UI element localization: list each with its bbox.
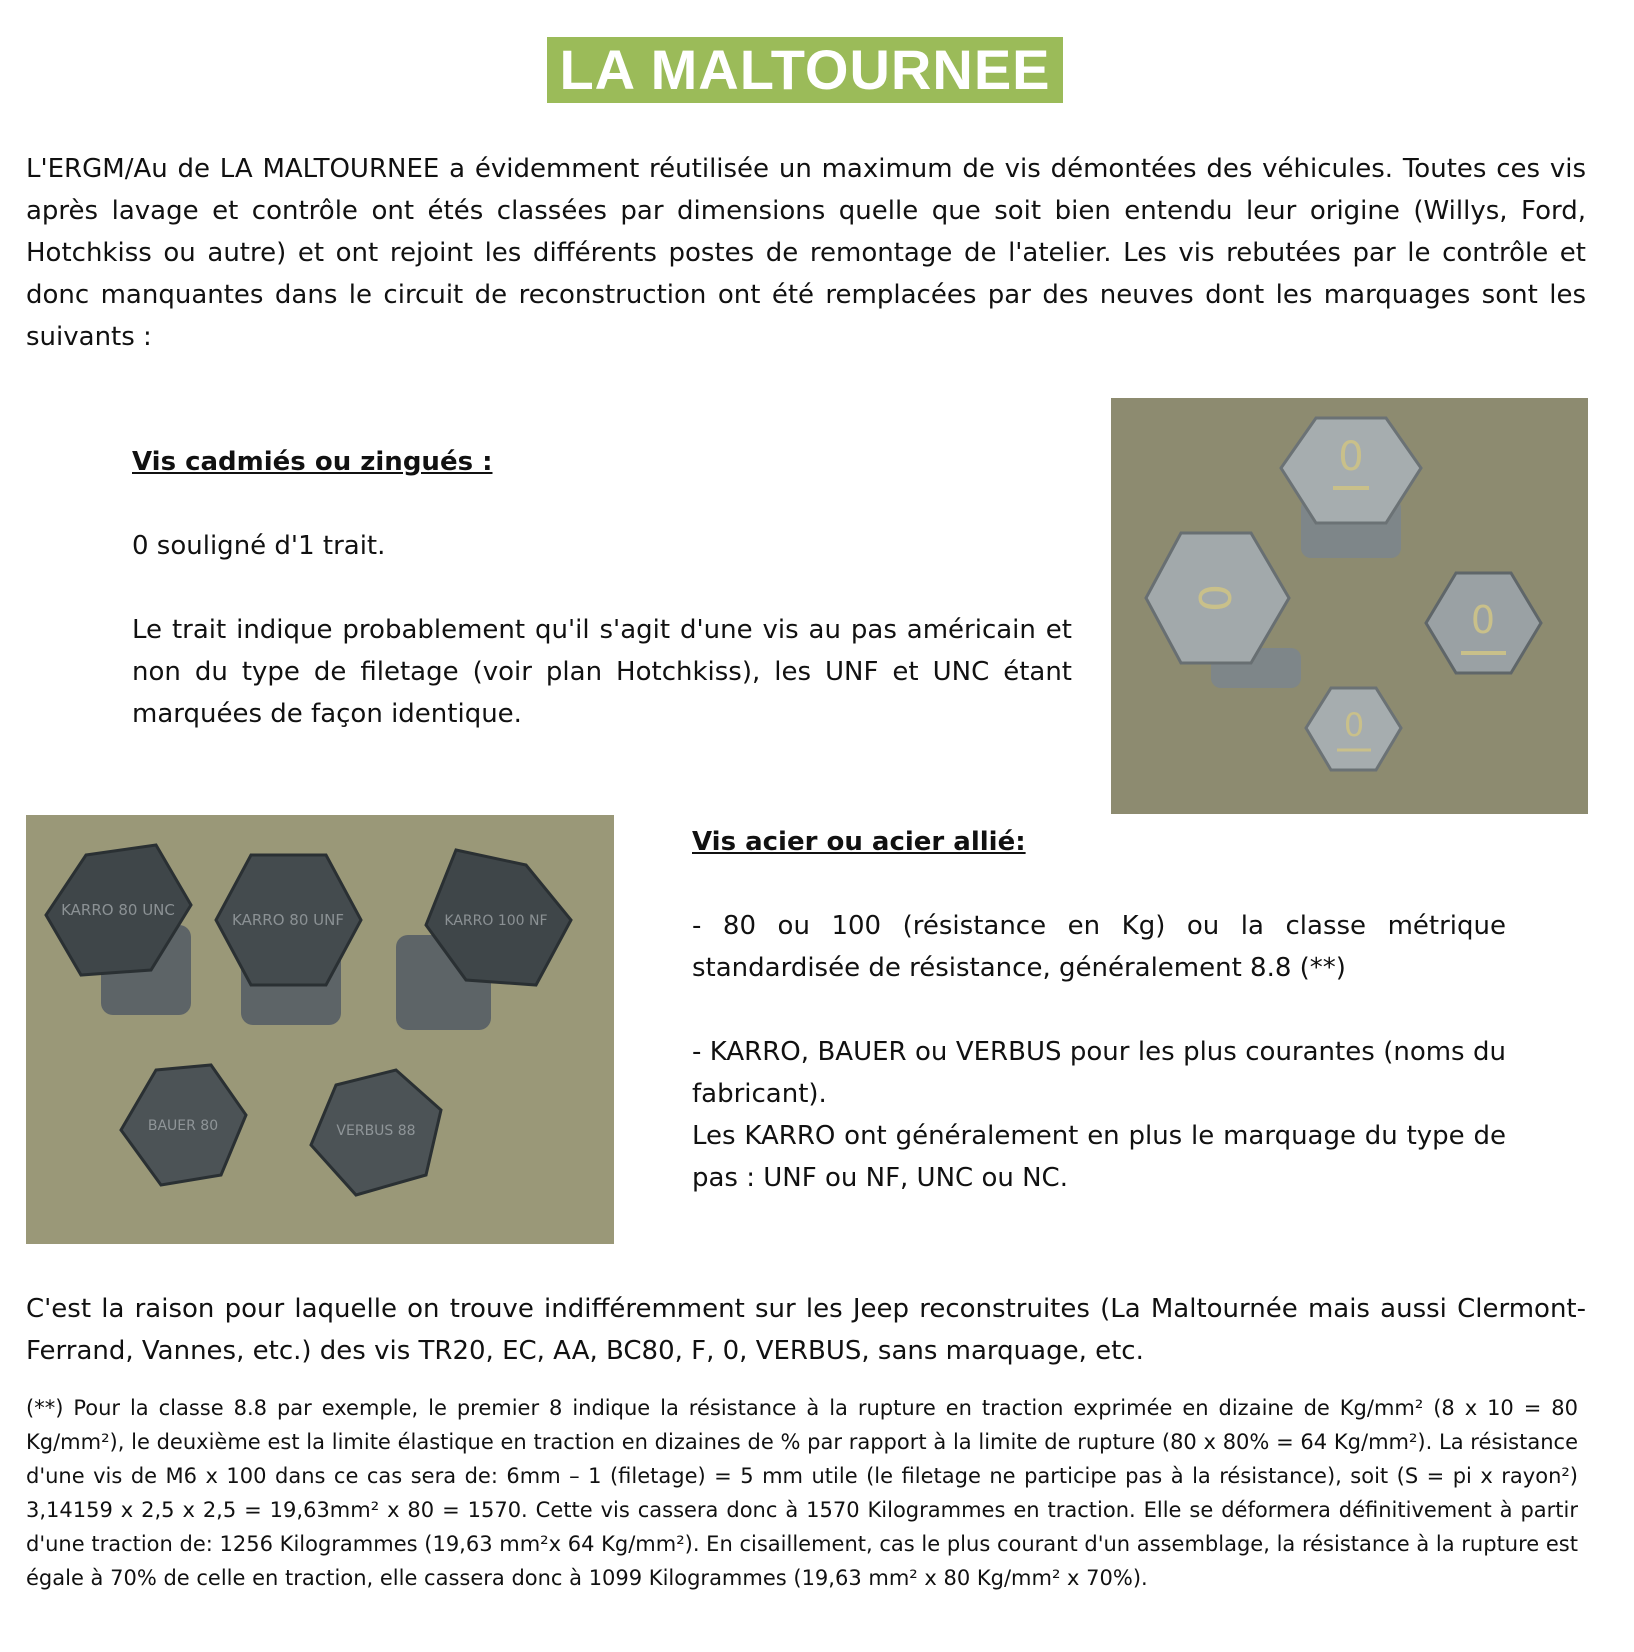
zinc-bolts-illustration [1111, 398, 1588, 814]
section-acier-resistance: - 80 ou 100 (résistance en Kg) ou la classe métrique standardisée de résistance, généralement 8.8 (**) [692, 911, 1506, 983]
steel-bolts-photo [26, 815, 614, 1244]
zinc-bolt-1 [1281, 418, 1421, 558]
steel-bolt-1-mark: KARRO 80 UNC [61, 901, 175, 919]
steel-bolt-5-mark: VERBUS 88 [336, 1123, 416, 1139]
zinc-bolt-3-mark: 0 [1470, 598, 1496, 642]
section-cadmies-heading: Vis cadmiés ou zingués : [132, 447, 493, 477]
section-acier-manufacturers: - KARRO, BAUER ou VERBUS pour les plus courantes (noms du fabricant). [692, 1037, 1506, 1109]
steel-bolt-3-mark: KARRO 100 NF [444, 913, 548, 929]
section-acier-heading: Vis acier ou acier allié: [692, 827, 1026, 857]
steel-bolt-2-mark: KARRO 80 UNF [232, 911, 344, 929]
zinc-bolt-4-mark: 0 [1343, 706, 1365, 744]
zinc-bolt-1-mark: 0 [1338, 434, 1364, 480]
steel-bolt-4-mark: BAUER 80 [147, 1118, 219, 1134]
section-acier [692, 821, 1506, 1199]
footnote: (**) Pour la classe 8.8 par exemple, le premier 8 indique la résistance à la rupture en traction exprimée en dizaine de Kg/mm² (8 x 10 = 80 Kg/mm²), le deuxième est la limite élastique en traction en dizaines de % par rapport à la limite de rupture (80 x 80% = 64 Kg/mm²). La résistance d'une vis de M6 x 100 dans ce cas sera de: 6mm – 1 (filetage) = 5 mm utile (le filetage ne participe pas à la résistance), soit (S = pi x rayon²) 3,14159 x 2,5 x 2,5 = 19,63mm² x 80 = 1570. Cette vis cassera donc à 1570 Kilogrammes en traction. Elle se déformera définitivement à partir d'une traction de: 1256 Kilogrammes (19,63 mm²x 64 Kg/mm²). En cisaillement, cas le plus courant d'un assemblage, la résistance à la rupture est égale à 70% de celle en traction, elle cassera donc à 1099 Kilogrammes (19,63 mm² x 80 Kg/mm² x 70%). [26, 1396, 1578, 1590]
steel-bolts-illustration [26, 815, 614, 1244]
zinc-bolt-2-mark: 0 [1191, 584, 1242, 612]
section-acier-karro-note: Les KARRO ont généralement en plus le marquage du type de pas : UNF ou NF, UNC ou NC. [692, 1121, 1506, 1193]
page-title: LA MALTOURNEE [547, 37, 1063, 103]
section-cadmies-marking: 0 souligné d'1 trait. [132, 531, 386, 561]
zinc-bolts-photo [1111, 398, 1588, 814]
section-cadmies [132, 441, 1072, 735]
conclusion-paragraph: C'est la raison pour laquelle on trouve indifféremment sur les Jeep reconstruites (La Maltournée mais aussi Clermont-Ferrand, Vannes, etc.) des vis TR20, EC, AA, BC80, F, 0, VERBUS, sans marquage, etc. [26, 1294, 1586, 1366]
intro-paragraph: L'ERGM/Au de LA MALTOURNEE a évidemment réutilisée un maximum de vis démontées des véhicules. Toutes ces vis après lavage et contrôle ont étés classées par dimensions quelle que soit bien entendu leur origine (Willys, Ford, Hotchkiss ou autre) et ont rejoint les différents postes de remontage de l'atelier. Les vis rebutées par le contrôle et donc manquantes dans le circuit de reconstruction ont été remplacées par des neuves dont les marquages sont les suivants : [26, 154, 1586, 352]
section-cadmies-explanation: Le trait indique probablement qu'il s'agit d'une vis au pas américain et non du type de filetage (voir plan Hotchkiss), les UNF et UNC étant marquées de façon identique. [132, 615, 1072, 729]
